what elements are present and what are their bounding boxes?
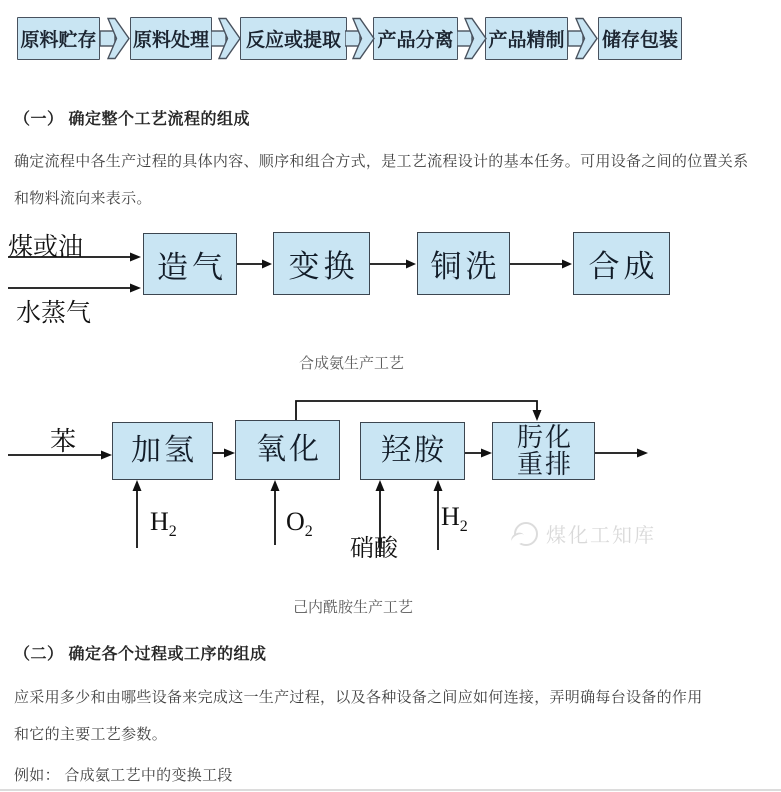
- watermark: [514, 519, 656, 548]
- flow-step-packaging: 储存包装: [598, 17, 682, 60]
- top-flowchart: [0, 0, 781, 80]
- caprolactam-step-hydroxylamine: 羟胺: [360, 422, 465, 480]
- watermark-text: 煤化工知库: [546, 525, 656, 547]
- chevron-arrow-icon: [345, 17, 375, 60]
- oximation-line1: 肟化: [516, 422, 573, 452]
- caprolactam-flowchart-caption: 己内酰胺生产工艺: [293, 599, 414, 616]
- section1-paragraph: 确定流程中各生产过程的具体内容、顺序和组合方式，是工艺流程设计的基本任务。可用设备之间的位置关系和物料流向来表示。: [14, 153, 749, 207]
- ammonia-flowchart: [0, 225, 781, 330]
- flow-step-raw-storage: 原料贮存: [17, 17, 100, 60]
- flow-step-refining: 产品精制: [485, 17, 568, 60]
- ammonia-input-coal-oil: 煤或油: [8, 234, 84, 261]
- section1-heading: （一） 确定整个工艺流程的组成: [14, 111, 250, 128]
- caprolactam-feed-benzene: 苯: [50, 427, 77, 456]
- bottom-divider: [0, 789, 781, 791]
- ammonia-step-gasification: 造气: [143, 233, 237, 295]
- section2-example: 例如： 合成氨工艺中的变换工段: [14, 767, 233, 784]
- flow-step-separation: 产品分离: [373, 17, 458, 60]
- ammonia-step-synthesis: 合成: [573, 232, 670, 295]
- chevron-arrow-icon: [100, 17, 130, 60]
- caprolactam-flowchart: [0, 395, 781, 570]
- ammonia-step-copper-wash: 铜洗: [417, 232, 510, 295]
- input-label-nitric-acid: 硝酸: [350, 536, 398, 562]
- section2-heading: （二） 确定各个过程或工序的组成: [14, 646, 267, 663]
- ammonia-step-shift: 变换: [273, 232, 370, 295]
- input-label-h2-hydrogenation: $H_2$: [150, 507, 177, 541]
- section2-paragraph: 应采用多少和由哪些设备来完成这一生产过程，以及各种设备之间应如何连接，弄明确每台设备的作用和它的主要工艺参数。: [14, 689, 703, 743]
- ammonia-flowchart-caption: 合成氨生产工艺: [299, 355, 405, 372]
- watermark-logo-icon: [514, 522, 538, 546]
- input-label-h2-hydroxylamine: $H_2$: [441, 502, 468, 536]
- input-label-o2-oxidation: $O_2$: [286, 507, 313, 541]
- chevron-arrow-icon: [211, 17, 241, 60]
- ammonia-input-steam: 水蒸气: [16, 300, 92, 327]
- caprolactam-step-oximation-rearrangement: [492, 422, 595, 480]
- flow-step-raw-treatment: 原料处理: [130, 17, 212, 60]
- chevron-arrow-icon: [457, 17, 487, 60]
- caprolactam-step-oxidation: 氧化: [235, 420, 340, 480]
- chevron-arrow-icon: [568, 17, 598, 60]
- flow-step-reaction: 反应或提取: [240, 17, 347, 60]
- oximation-line2: 重排: [516, 450, 573, 479]
- caprolactam-step-hydrogenation: 加氢: [112, 422, 213, 480]
